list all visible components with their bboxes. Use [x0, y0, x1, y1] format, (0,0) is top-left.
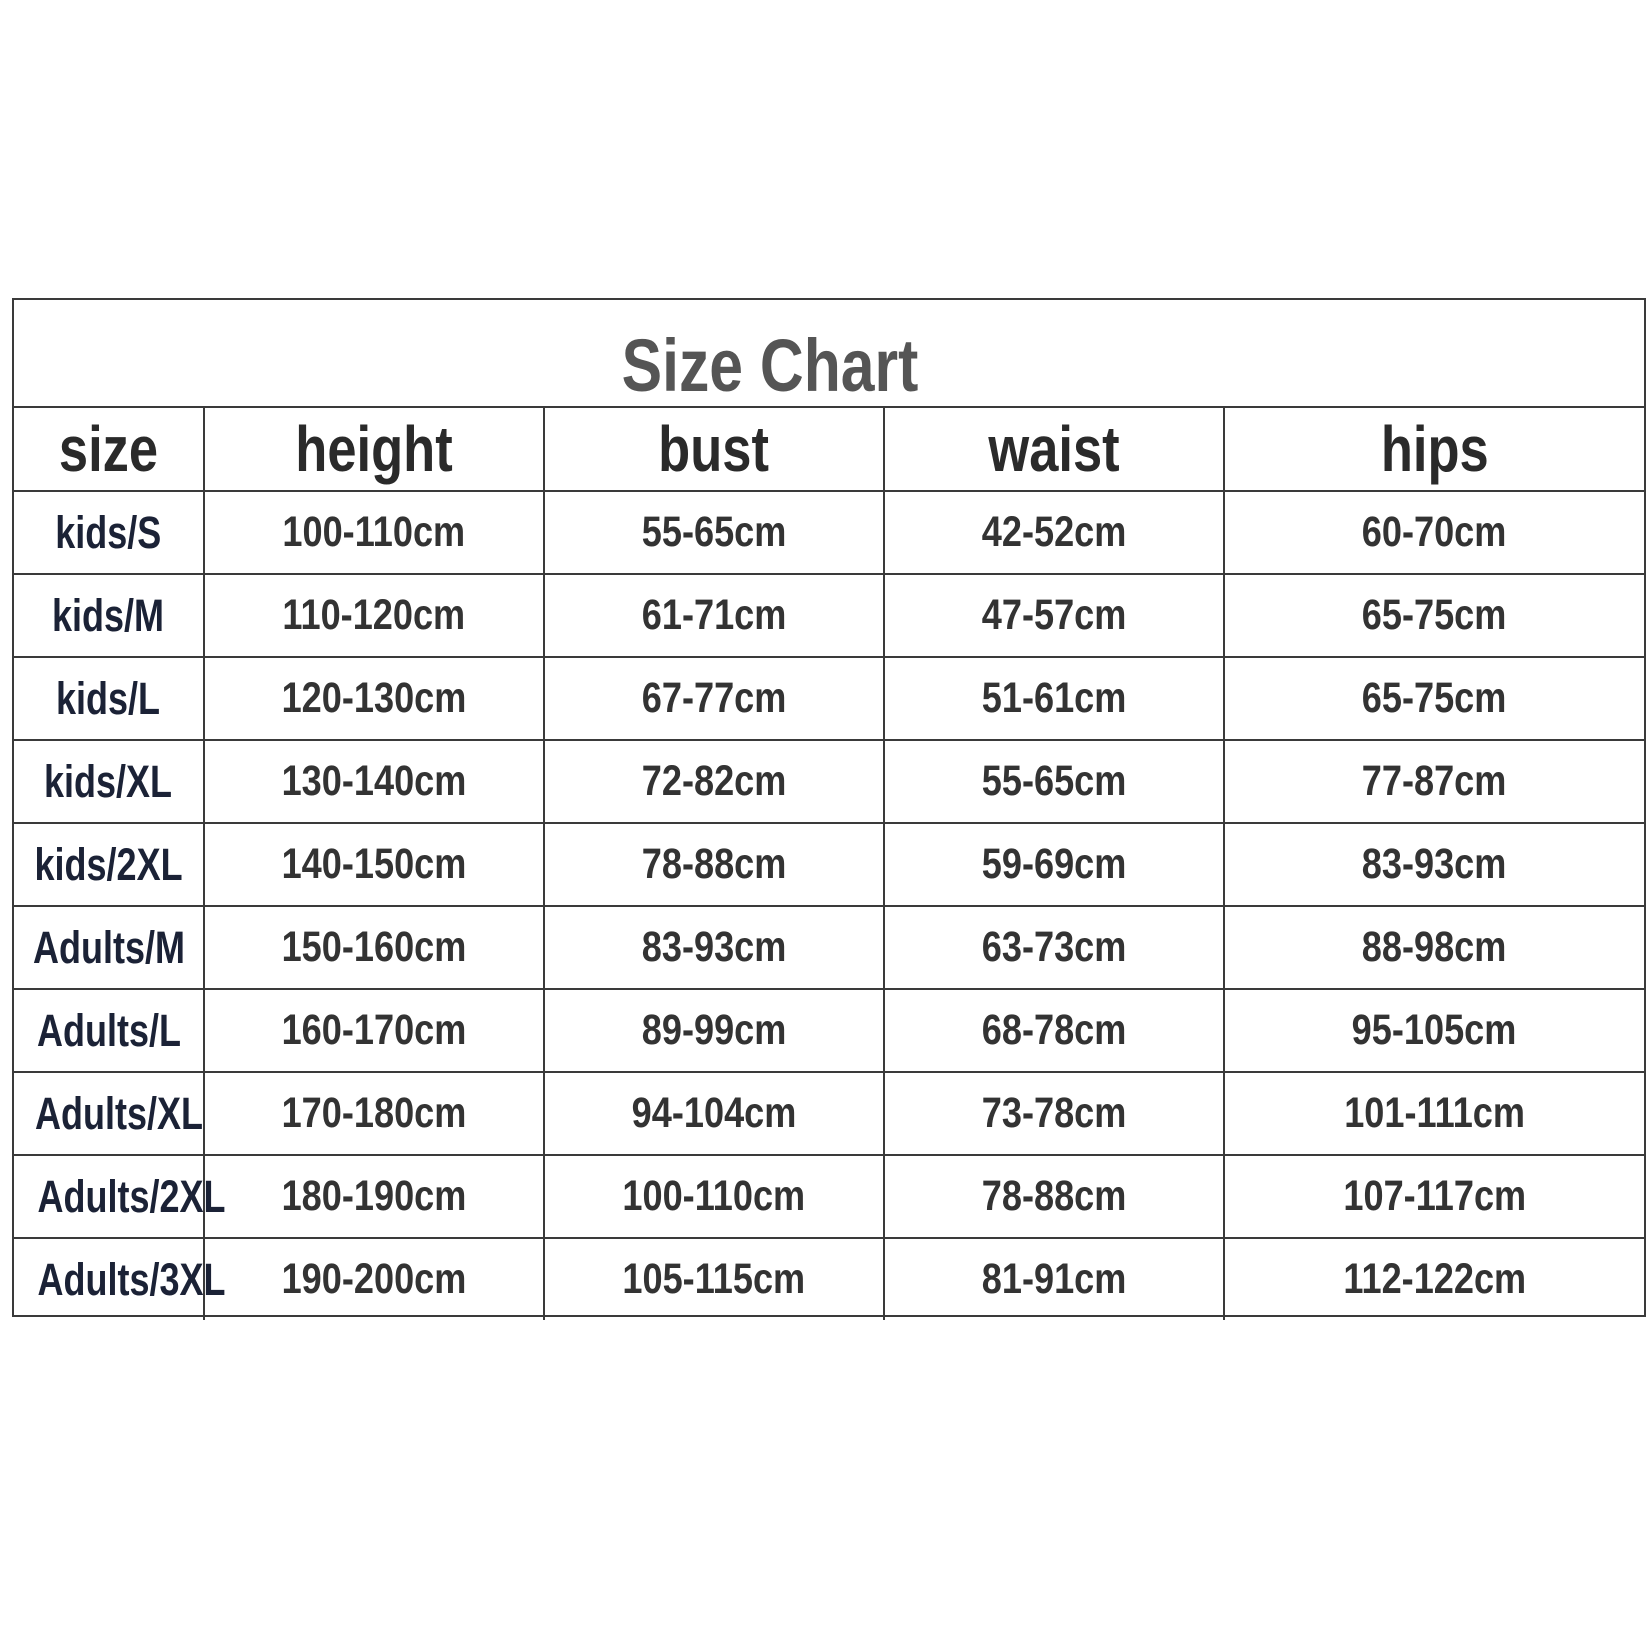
column-header-hips: hips [1224, 408, 1644, 491]
height-cell: 100-110cm [204, 491, 544, 574]
table-row [14, 1155, 1644, 1238]
bust-cell: 94-104cm [544, 1072, 884, 1155]
height-cell: 190-200cm [204, 1238, 544, 1320]
size-cell: Adults/L [14, 989, 204, 1072]
bust-cell: 83-93cm [544, 906, 884, 989]
header-row [14, 408, 1644, 491]
chart-title: Size Chart [621, 324, 919, 407]
waist-cell: 73-78cm [884, 1072, 1224, 1155]
hips-cell: 95-105cm [1224, 989, 1644, 1072]
column-header-bust: bust [544, 408, 884, 491]
waist-cell: 68-78cm [884, 989, 1224, 1072]
bust-cell: 55-65cm [544, 491, 884, 574]
table-row [14, 574, 1644, 657]
size-table [14, 408, 1644, 1320]
size-cell: Adults/2XL [14, 1155, 204, 1238]
size-cell: kids/XL [14, 740, 204, 823]
height-cell: 140-150cm [204, 823, 544, 906]
table-row [14, 740, 1644, 823]
waist-cell: 63-73cm [884, 906, 1224, 989]
height-cell: 160-170cm [204, 989, 544, 1072]
hips-cell: 65-75cm [1224, 657, 1644, 740]
hips-cell: 60-70cm [1224, 491, 1644, 574]
height-cell: 170-180cm [204, 1072, 544, 1155]
height-cell: 120-130cm [204, 657, 544, 740]
hips-cell: 83-93cm [1224, 823, 1644, 906]
hips-cell: 65-75cm [1224, 574, 1644, 657]
waist-cell: 78-88cm [884, 1155, 1224, 1238]
column-header-size: size [14, 408, 204, 491]
table-row [14, 1072, 1644, 1155]
size-chart [12, 298, 1646, 1317]
hips-cell: 77-87cm [1224, 740, 1644, 823]
size-cell: Adults/3XL [14, 1238, 204, 1320]
bust-cell: 67-77cm [544, 657, 884, 740]
column-header-height: height [204, 408, 544, 491]
height-cell: 150-160cm [204, 906, 544, 989]
size-cell: Adults/M [14, 906, 204, 989]
bust-cell: 89-99cm [544, 989, 884, 1072]
size-cell: Adults/XL [14, 1072, 204, 1155]
height-cell: 180-190cm [204, 1155, 544, 1238]
table-row [14, 657, 1644, 740]
table-row [14, 823, 1644, 906]
table-row [14, 906, 1644, 989]
hips-cell: 112-122cm [1224, 1238, 1644, 1320]
size-cell: kids/L [14, 657, 204, 740]
height-cell: 110-120cm [204, 574, 544, 657]
bust-cell: 78-88cm [544, 823, 884, 906]
title-row [14, 300, 1644, 408]
bust-cell: 105-115cm [544, 1238, 884, 1320]
table-row [14, 1238, 1644, 1320]
column-header-waist: waist [884, 408, 1224, 491]
hips-cell: 107-117cm [1224, 1155, 1644, 1238]
table-row [14, 989, 1644, 1072]
hips-cell: 88-98cm [1224, 906, 1644, 989]
size-cell: kids/M [14, 574, 204, 657]
waist-cell: 55-65cm [884, 740, 1224, 823]
waist-cell: 81-91cm [884, 1238, 1224, 1320]
size-cell: kids/2XL [14, 823, 204, 906]
size-cell: kids/S [14, 491, 204, 574]
bust-cell: 61-71cm [544, 574, 884, 657]
bust-cell: 100-110cm [544, 1155, 884, 1238]
height-cell: 130-140cm [204, 740, 544, 823]
waist-cell: 59-69cm [884, 823, 1224, 906]
hips-cell: 101-111cm [1224, 1072, 1644, 1155]
bust-cell: 72-82cm [544, 740, 884, 823]
waist-cell: 51-61cm [884, 657, 1224, 740]
table-row [14, 491, 1644, 574]
waist-cell: 42-52cm [884, 491, 1224, 574]
waist-cell: 47-57cm [884, 574, 1224, 657]
